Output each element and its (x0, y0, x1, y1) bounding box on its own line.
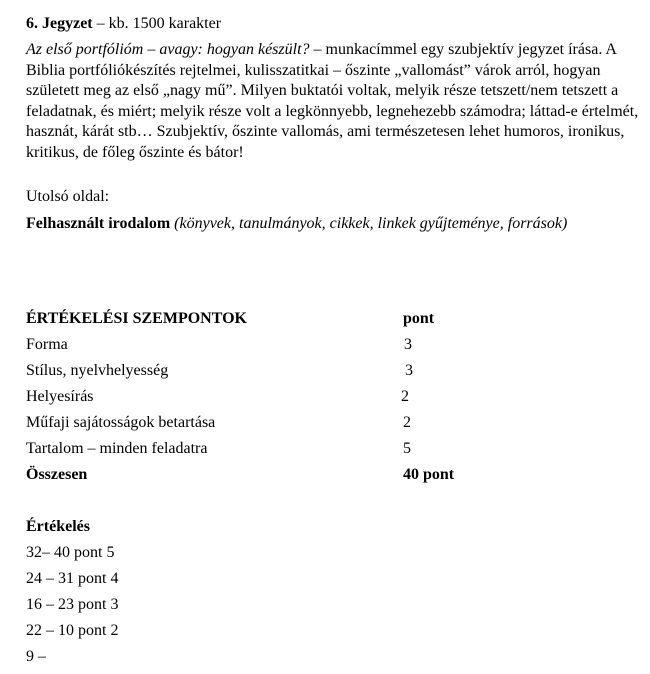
section-subtitle: – kb. 1500 karakter (92, 15, 222, 32)
criteria-row (26, 361, 526, 381)
grade-item: 32– 40 pont 5 (26, 544, 115, 561)
grade-item: 24 – 31 pont 4 (26, 570, 119, 587)
bibliography-note: (könyvek, tanulmányok, cikkek, linkek gyűjteménye, források) (170, 215, 568, 232)
criteria-header-value: pont (403, 310, 435, 327)
criteria-row (26, 335, 526, 355)
criteria-value: 3 (404, 336, 412, 353)
paragraph-line: hasznát, kárát stb… Szubjektív, őszinte vallomás, ami természetesen lehet humoros, ironikus, (26, 123, 625, 141)
paragraph-line: Biblia portfóliókészítés rejtelmei, kulisszatitkai – őszinte „vallomást” várok arról, hogyan (26, 61, 601, 79)
last-page-label: Utolsó oldal: (26, 188, 110, 205)
grade-item: 22 – 10 pont 2 (26, 622, 119, 639)
criteria-total-label: Összesen (26, 466, 88, 483)
task-description (26, 40, 646, 164)
section-heading (26, 14, 221, 33)
grade-item: 9 – (26, 648, 46, 665)
paragraph-line: született meg az első „nagy mű”. Milyen buktatói voltak, melyik része tetszett/nem tetszett a (26, 82, 619, 100)
working-title: Az első portfólióm – avagy: hogyan készült? (26, 41, 310, 58)
grading-title: Értékelés (26, 518, 90, 535)
section-title: 6. Jegyzet (26, 15, 93, 32)
criteria-label: Tartalom – minden feladatra (26, 440, 208, 457)
bibliography-title: Felhasznált irodalom (26, 215, 171, 232)
criteria-total (26, 465, 526, 485)
criteria-row (26, 413, 526, 433)
criteria-value: 2 (403, 414, 411, 431)
criteria-total-value: 40 pont (403, 466, 455, 483)
criteria-value: 3 (405, 362, 413, 379)
criteria-row (26, 387, 526, 407)
paragraph-line: Az első portfólióm – avagy: hogyan készült? – munkacímmel egy szubjektív jegyzet írása. A (26, 41, 617, 58)
paragraph-line: feladatnak, és miért; melyik része volt a legkönnyebb, legnehezebb számodra; láttad-e értelmét, (26, 102, 639, 120)
criteria-label: Helyesírás (26, 388, 94, 405)
criteria-header-label: ÉRTÉKELÉSI SZEMPONTOK (26, 310, 247, 327)
criteria-label: Forma (26, 336, 68, 353)
criteria-header (26, 309, 526, 329)
bibliography-line (26, 214, 567, 233)
criteria-row (26, 439, 526, 459)
criteria-label: Műfaji sajátosságok betartása (26, 414, 216, 431)
criteria-label: Stílus, nyelvhelyesség (26, 362, 169, 379)
criteria-value: 2 (401, 388, 409, 405)
criteria-value: 5 (403, 440, 411, 457)
paragraph-line: kritikus, de főleg őszinte és bátor! (26, 143, 244, 161)
grade-item: 16 – 23 pont 3 (26, 596, 119, 613)
